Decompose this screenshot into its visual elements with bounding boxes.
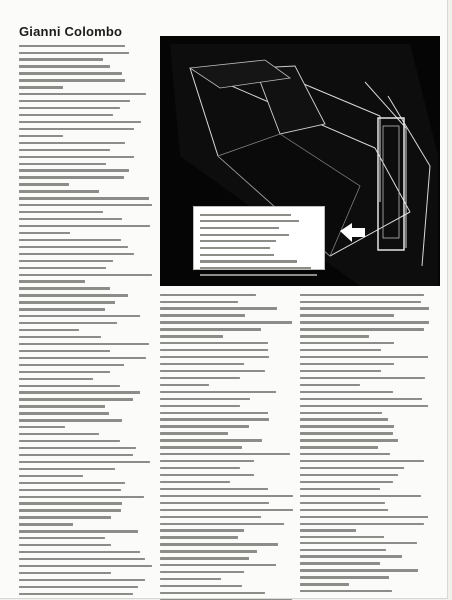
text-line <box>160 335 293 340</box>
text-line <box>19 489 153 494</box>
text-line <box>300 398 433 403</box>
text-line <box>160 460 293 465</box>
text-line <box>19 163 153 168</box>
text-line <box>160 488 293 493</box>
text-line <box>19 197 153 202</box>
text-line <box>160 356 293 361</box>
text-line <box>200 260 318 265</box>
text-line <box>300 481 433 486</box>
text-line <box>19 419 153 424</box>
text-line <box>160 307 293 312</box>
text-line <box>300 294 433 299</box>
text-line <box>19 114 153 119</box>
text-line <box>19 586 153 591</box>
text-line <box>160 412 293 417</box>
text-line <box>200 240 318 245</box>
text-line <box>19 412 153 417</box>
text-line <box>160 384 293 389</box>
text-line <box>19 509 153 514</box>
text-line <box>160 481 293 486</box>
text-line <box>19 391 153 396</box>
text-line <box>19 287 153 292</box>
biography-column <box>19 43 153 595</box>
text-line <box>160 432 293 437</box>
text-line <box>19 454 153 459</box>
text-line <box>300 549 433 554</box>
text-line <box>19 364 153 369</box>
text-line <box>160 446 293 451</box>
text-line <box>19 523 153 528</box>
text-line <box>300 502 433 507</box>
text-line <box>160 405 293 410</box>
text-line <box>160 509 293 514</box>
text-line <box>19 176 153 181</box>
text-line <box>19 225 153 230</box>
exhibitions-column-1 <box>160 292 293 600</box>
text-line <box>19 246 153 251</box>
text-line <box>19 45 153 50</box>
text-line <box>300 583 433 588</box>
text-line <box>160 349 293 354</box>
text-line <box>300 446 433 451</box>
awards-column <box>300 540 433 596</box>
text-line <box>300 474 433 479</box>
text-line <box>19 72 153 77</box>
text-line <box>300 412 433 417</box>
text-line <box>160 363 293 368</box>
text-line <box>19 440 153 445</box>
text-line <box>19 496 153 501</box>
text-line <box>19 565 153 570</box>
text-line <box>19 142 153 147</box>
text-line <box>300 542 433 547</box>
text-line <box>19 398 153 403</box>
text-line <box>160 453 293 458</box>
text-line <box>19 579 153 584</box>
text-line <box>19 274 153 279</box>
text-line <box>160 398 293 403</box>
text-line <box>300 529 433 534</box>
text-line <box>300 425 433 430</box>
text-line <box>300 460 433 465</box>
text-line <box>160 301 293 306</box>
text-line <box>160 543 293 548</box>
text-line <box>19 128 153 133</box>
text-line <box>300 356 433 361</box>
text-line <box>300 314 433 319</box>
text-line <box>160 467 293 472</box>
text-line <box>160 370 293 375</box>
text-line <box>300 536 433 538</box>
text-line <box>19 183 153 188</box>
text-line <box>300 432 433 437</box>
text-line <box>160 585 293 590</box>
text-line <box>19 593 153 595</box>
text-line <box>160 314 293 319</box>
text-line <box>19 65 153 70</box>
text-line <box>19 100 153 105</box>
text-line <box>300 342 433 347</box>
text-line <box>160 321 293 326</box>
text-line <box>200 254 318 259</box>
text-line <box>19 190 153 195</box>
text-line <box>300 467 433 472</box>
text-line <box>300 562 433 567</box>
text-line <box>19 79 153 84</box>
text-line <box>19 371 153 376</box>
text-line <box>19 239 153 244</box>
text-line <box>19 315 153 320</box>
text-line <box>300 509 433 514</box>
text-line <box>300 418 433 423</box>
text-line <box>300 349 433 354</box>
text-line <box>200 214 318 219</box>
text-line <box>19 211 153 216</box>
text-line <box>19 378 153 383</box>
text-line <box>160 557 293 562</box>
text-line <box>200 220 318 225</box>
text-line <box>19 350 153 355</box>
text-line <box>300 555 433 560</box>
text-line <box>160 377 293 382</box>
text-line <box>19 537 153 542</box>
text-line <box>19 426 153 431</box>
text-line <box>160 529 293 534</box>
text-line <box>19 482 153 487</box>
text-line <box>200 227 318 232</box>
text-line <box>19 218 153 223</box>
text-line <box>300 495 433 500</box>
text-line <box>19 558 153 563</box>
text-line <box>300 328 433 333</box>
text-line <box>19 468 153 473</box>
text-line <box>200 274 318 279</box>
page-title: Gianni Colombo <box>19 24 123 39</box>
text-line <box>19 169 153 174</box>
text-line <box>19 385 153 390</box>
text-line <box>19 58 153 63</box>
text-line <box>300 453 433 458</box>
text-line <box>19 329 153 334</box>
text-line <box>160 564 293 569</box>
text-line <box>19 232 153 237</box>
text-line <box>160 578 293 583</box>
text-line <box>160 439 293 444</box>
text-line <box>300 307 433 312</box>
text-line <box>19 475 153 480</box>
text-line <box>160 418 293 423</box>
text-line <box>19 204 153 209</box>
text-line <box>19 149 153 154</box>
text-line <box>300 576 433 581</box>
text-line <box>300 569 433 574</box>
text-line <box>300 405 433 410</box>
text-line <box>160 592 293 597</box>
text-line <box>19 107 153 112</box>
text-line <box>300 391 433 396</box>
text-line <box>300 301 433 306</box>
text-line <box>160 328 293 333</box>
text-line <box>19 343 153 348</box>
text-line <box>160 502 293 507</box>
text-line <box>19 52 153 57</box>
text-line <box>300 523 433 528</box>
text-line <box>19 544 153 549</box>
text-line <box>200 267 318 272</box>
text-line <box>19 551 153 556</box>
text-line <box>19 156 153 161</box>
text-line <box>19 253 153 258</box>
text-line <box>160 342 293 347</box>
text-line <box>19 267 153 272</box>
text-line <box>300 439 433 444</box>
text-line <box>160 536 293 541</box>
text-line <box>200 234 318 239</box>
text-line <box>19 447 153 452</box>
text-line <box>300 363 433 368</box>
text-line <box>300 377 433 382</box>
text-line <box>300 516 433 521</box>
text-line <box>19 530 153 535</box>
text-line <box>19 294 153 299</box>
text-line <box>300 335 433 340</box>
text-line <box>19 433 153 438</box>
text-line <box>19 405 153 410</box>
text-line <box>160 294 293 299</box>
text-line <box>160 425 293 430</box>
text-line <box>200 247 318 252</box>
text-line <box>160 516 293 521</box>
text-line <box>300 321 433 326</box>
exhibitions-column-2 <box>300 292 433 538</box>
text-line <box>19 461 153 466</box>
text-line <box>19 301 153 306</box>
text-line <box>19 357 153 362</box>
text-line <box>300 384 433 389</box>
text-line <box>19 516 153 521</box>
text-line <box>160 495 293 500</box>
text-line <box>19 121 153 126</box>
text-line <box>19 135 153 140</box>
text-line <box>19 280 153 285</box>
text-line <box>160 391 293 396</box>
text-line <box>160 474 293 479</box>
text-line <box>160 550 293 555</box>
text-line <box>160 523 293 528</box>
text-line <box>19 86 153 91</box>
text-line <box>300 590 433 595</box>
text-line <box>160 571 293 576</box>
text-line <box>19 322 153 327</box>
text-line <box>19 260 153 265</box>
text-line <box>19 572 153 577</box>
text-line <box>19 502 153 507</box>
text-line <box>19 93 153 98</box>
text-line <box>300 370 433 375</box>
text-line <box>19 336 153 341</box>
text-line <box>300 488 433 493</box>
photo-caption <box>193 206 325 270</box>
text-line <box>19 308 153 313</box>
